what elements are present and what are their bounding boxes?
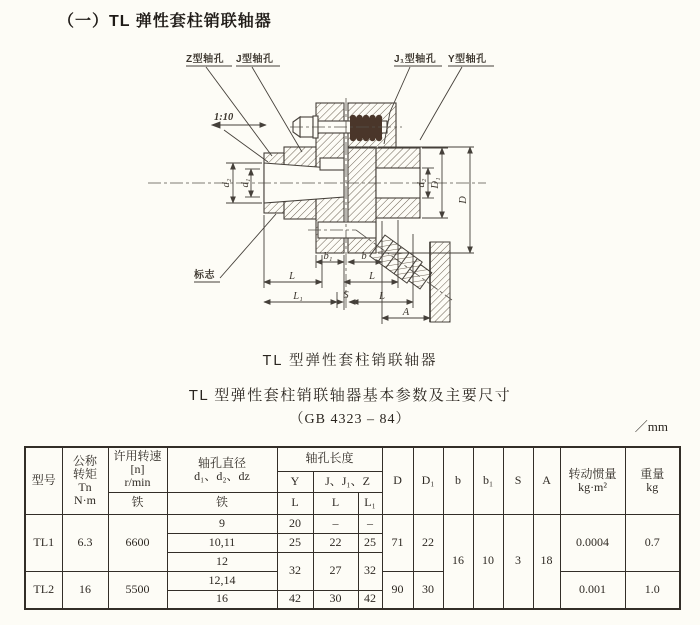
header-torque-line3: Tn xyxy=(78,479,92,494)
dim-A: A xyxy=(402,307,410,318)
keyway xyxy=(320,158,344,170)
header-L-y: L xyxy=(277,492,313,514)
dim-S: S xyxy=(343,290,349,301)
header-L1: L₁ xyxy=(358,492,382,514)
header-b: b xyxy=(443,447,473,514)
header-torque-line2: 转矩 xyxy=(72,466,97,481)
cell-model-tl2: TL2 xyxy=(25,571,62,609)
header-inertia-line2: kg·m² xyxy=(578,479,607,494)
dim-d2-right: d₂ xyxy=(416,178,427,188)
cell-inertia-tl1: 0.0004 xyxy=(560,514,625,571)
elastic-sleeve xyxy=(350,115,382,141)
header-weight-line2: kg xyxy=(646,479,659,494)
header-A: A xyxy=(533,447,560,514)
dim-d2-left: d₂ xyxy=(221,178,232,188)
header-bore-dia-line1: 轴孔直径 xyxy=(197,455,246,470)
cell-A-common: 18 xyxy=(533,514,560,609)
cell-b-common: 16 xyxy=(443,514,473,609)
cell-jl-3: 27 xyxy=(313,552,358,590)
cell-yl-2: 25 xyxy=(277,533,313,552)
header-torque xyxy=(62,447,108,514)
dim-b1: b₁ xyxy=(323,251,333,262)
callout-y-bore: Y型轴孔 xyxy=(448,54,487,65)
cell-bore-3: 12 xyxy=(167,552,277,571)
cell-bore-1: 9 xyxy=(167,514,277,533)
callout-z-bore: Z型轴孔 xyxy=(186,54,225,65)
header-D1: D₁ xyxy=(413,447,443,514)
header-bore-dia-line2: d₁、d₂、dz xyxy=(194,468,250,483)
header-bore-diameter xyxy=(167,447,277,492)
mounting-wall xyxy=(430,242,450,322)
dim-L-right2: L xyxy=(379,291,385,302)
header-inertia-line1: 转动惯量 xyxy=(568,466,617,481)
cell-weight-tl2: 1.0 xyxy=(625,571,680,609)
cell-b1-common: 10 xyxy=(473,514,503,609)
cell-jl-2: 22 xyxy=(313,533,358,552)
cell-torque-tl1: 6.3 xyxy=(62,514,108,571)
cell-torque-tl2: 16 xyxy=(62,571,108,609)
cell-jl-5: 30 xyxy=(313,590,358,609)
header-b1: b₁ xyxy=(473,447,503,514)
header-weight-line1: 重量 xyxy=(640,466,665,481)
cell-yl-3: 32 xyxy=(277,552,313,590)
header-D: D xyxy=(382,447,413,514)
header-S: S xyxy=(503,447,533,514)
cell-D-tl1: 71 xyxy=(382,514,413,571)
cell-speed-tl1: 6600 xyxy=(108,514,167,571)
cell-speed-tl2: 5500 xyxy=(108,571,167,609)
cell-S-common: 3 xyxy=(503,514,533,609)
header-inertia xyxy=(560,447,625,514)
dim-D: D xyxy=(458,196,469,204)
cell-weight-tl1: 0.7 xyxy=(625,514,680,571)
cell-l1-3: 32 xyxy=(358,552,382,590)
cell-bore-5: 16 xyxy=(167,590,277,609)
header-speed-material: 铁 xyxy=(108,492,167,514)
header-bore-material: 铁 xyxy=(167,492,277,514)
cell-bore-2: 10,11 xyxy=(167,533,277,552)
cell-bore-4: 12,14 xyxy=(167,571,277,590)
cell-l1-1: – xyxy=(358,514,382,533)
cell-model-tl1: TL1 xyxy=(25,514,62,571)
header-JJZ: J、J₁、Z xyxy=(313,471,382,492)
header-L-j: L xyxy=(313,492,358,514)
cell-D1-tl1: 22 xyxy=(413,514,443,571)
dim-L-right: L xyxy=(369,271,375,282)
header-torque-line4: N·m xyxy=(74,492,96,507)
table-subtitle: （GB 4323 – 84） xyxy=(289,412,411,427)
cell-yl-5: 42 xyxy=(277,590,313,609)
cell-inertia-tl2: 0.001 xyxy=(560,571,625,609)
header-model: 型号 xyxy=(25,447,62,514)
cell-yl-1: 20 xyxy=(277,514,313,533)
header-torque-line1: 公称 xyxy=(72,453,97,468)
callout-j1-bore: J₁型轴孔 xyxy=(394,54,437,65)
mark-label: 标志 xyxy=(194,270,215,281)
header-speed-line3: r/min xyxy=(124,475,151,490)
dim-L-left: L xyxy=(289,271,295,282)
dim-d1: d₁ xyxy=(240,178,251,188)
cell-l1-2: 25 xyxy=(358,533,382,552)
coupling-drawing xyxy=(0,42,700,350)
cell-D-tl2: 90 xyxy=(382,571,413,609)
dim-D1: D₁ xyxy=(430,177,441,189)
dim-b: b xyxy=(361,251,367,262)
cell-l1-5: 42 xyxy=(358,590,382,609)
header-speed-line1: 许用转速 xyxy=(113,449,162,464)
cell-jl-1: – xyxy=(313,514,358,533)
header-Y: Y xyxy=(277,471,313,492)
cell-D1-tl2: 30 xyxy=(413,571,443,609)
callout-j-bore: J型轴孔 xyxy=(236,54,274,65)
header-speed xyxy=(108,447,167,492)
dim-L1: L₁ xyxy=(293,291,303,302)
taper-label: 1:10 xyxy=(214,112,234,123)
page-title: （一）TL 弹性套柱销联轴器 xyxy=(58,13,272,30)
header-weight xyxy=(625,447,680,514)
figure-caption: TL 型弹性套柱销联轴器 xyxy=(262,353,438,369)
table-title: TL 型弹性套柱销联轴器基本参数及主要尺寸 xyxy=(188,387,512,404)
header-speed-line2: [n] xyxy=(130,462,145,477)
header-bore-length: 轴孔长度 xyxy=(277,447,382,471)
parameters-table xyxy=(24,446,681,610)
table-unit: ／mm xyxy=(634,419,668,434)
